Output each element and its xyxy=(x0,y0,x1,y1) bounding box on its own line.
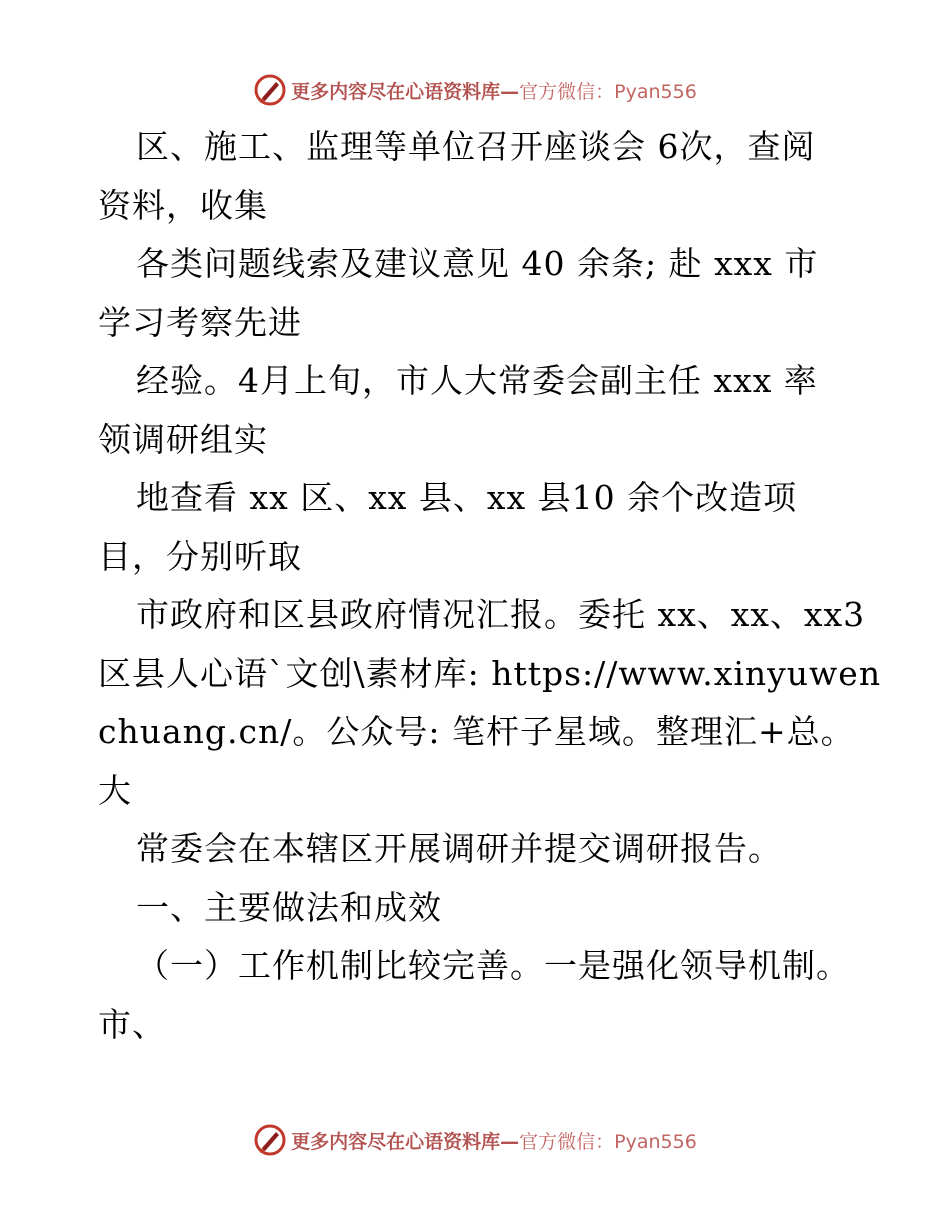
text-line: 市政府和区县政府情况汇报。委托 xx、xx、xx3 xyxy=(136,595,866,634)
text-line: 资料，收集 xyxy=(98,185,268,225)
text-line: （一）工作机制比较完善。一是强化领导机制。 xyxy=(136,946,850,985)
section-heading: 一、主要做法和成效 xyxy=(136,887,442,927)
footer-banner xyxy=(0,1120,950,1160)
text-line: 区县人心语`文创\素材库: https://www.xinyuwen xyxy=(98,653,882,693)
footer-banner-text: 更多内容尽在心语资料库—官方微信：Pyan556 xyxy=(291,1130,697,1153)
text-line: 大 xyxy=(98,770,132,810)
text-line: chuang.cn/。公众号: 笔杆子星域。整理汇+总。 xyxy=(98,712,855,751)
document-body xyxy=(98,118,882,1054)
text-line: 地查看 xx 区、xx 县、xx 县10 余个改造项 xyxy=(136,478,798,517)
pen-logo-icon xyxy=(253,73,287,107)
text-line: 区、施工、监理等单位召开座谈会 6次，查阅 xyxy=(136,127,816,166)
text-line: 领调研组实 xyxy=(98,419,268,459)
text-line: 各类问题线索及建议意见 40 余条; 赴 xxx 市 xyxy=(136,244,819,283)
text-line: 经验。4月上旬，市人大常委会副主任 xxx 率 xyxy=(136,361,818,400)
text-line: 市、 xyxy=(98,1004,166,1044)
text-line: 学习考察先进 xyxy=(98,302,302,342)
text-line: 目，分别听取 xyxy=(98,536,302,576)
pen-logo-icon xyxy=(253,1123,287,1157)
text-line: 常委会在本辖区开展调研并提交调研报告。 xyxy=(136,829,782,868)
header-banner-text: 更多内容尽在心语资料库—官方微信：Pyan556 xyxy=(291,80,697,103)
header-banner xyxy=(0,70,950,110)
